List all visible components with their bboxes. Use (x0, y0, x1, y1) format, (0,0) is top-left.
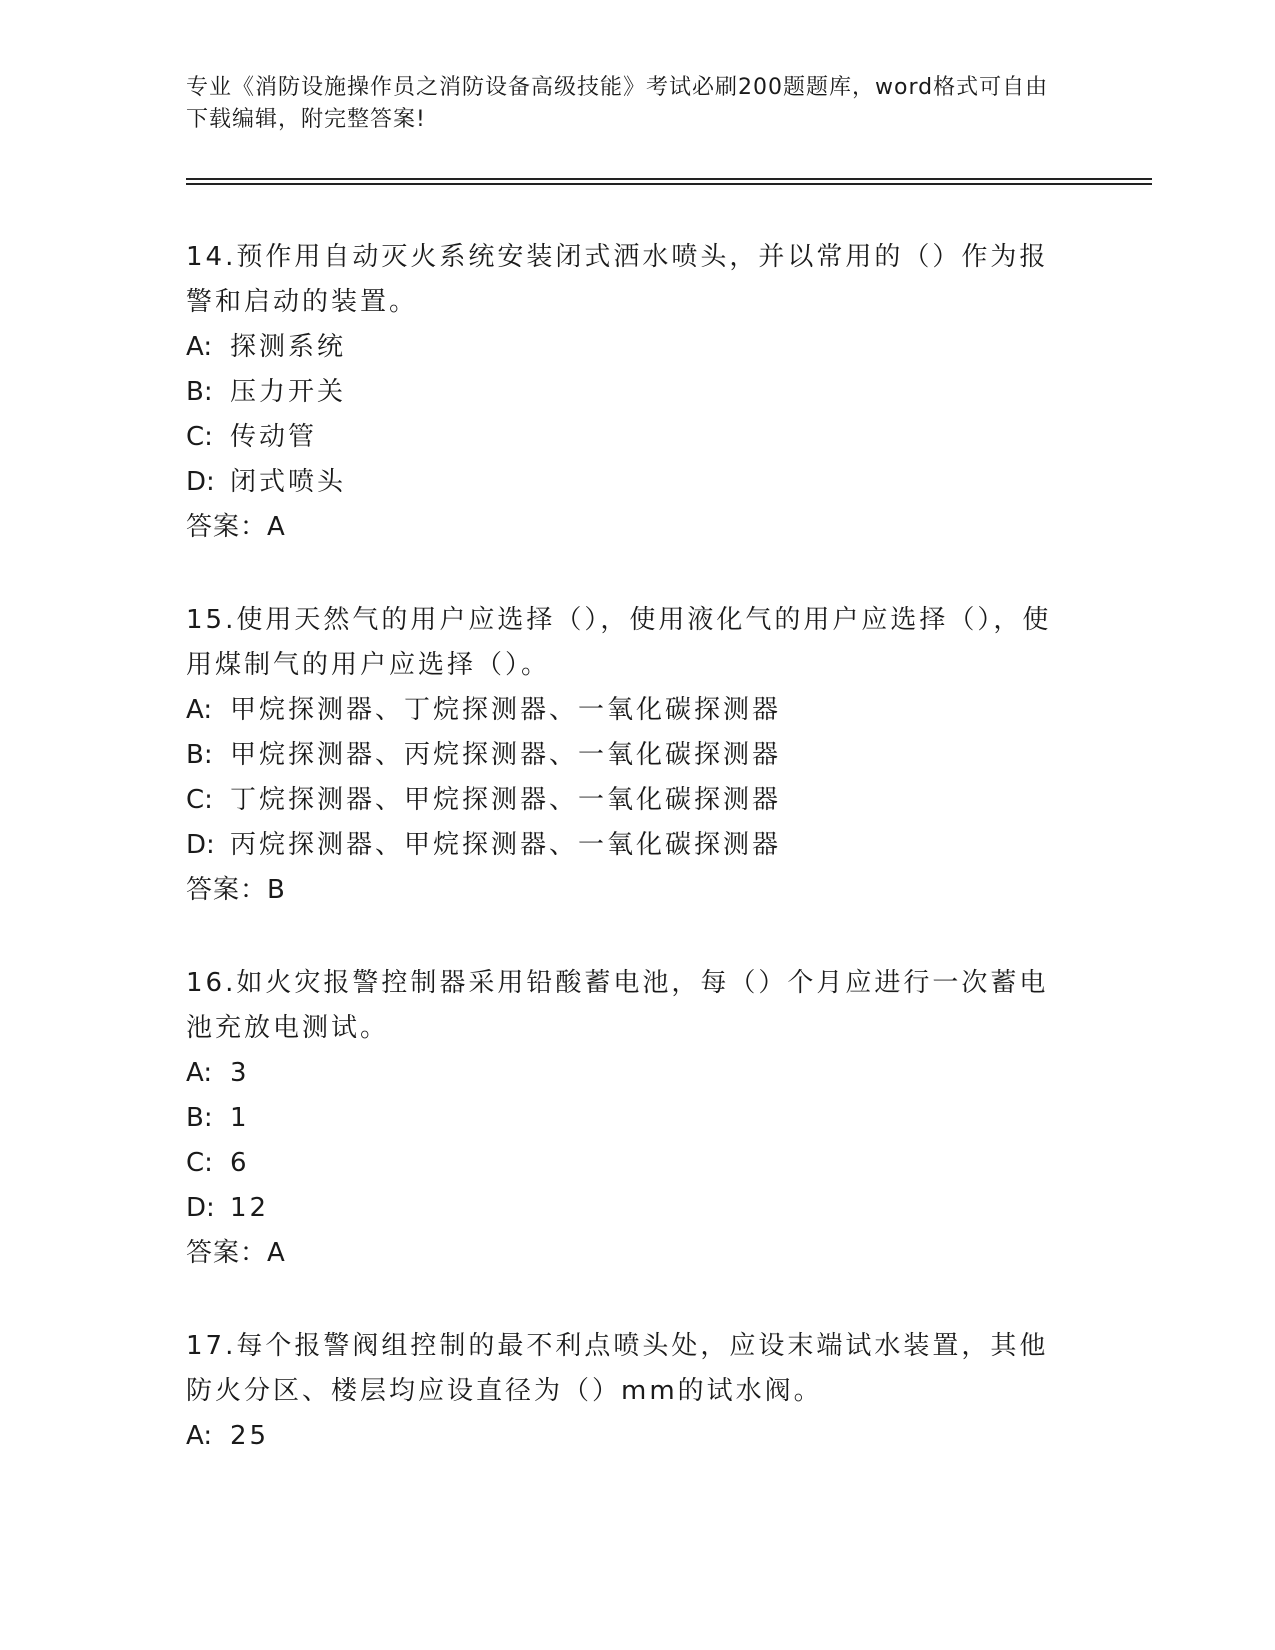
option-letter: B: (186, 377, 213, 407)
option-text: 压力开关 (230, 377, 347, 407)
option-b (186, 1096, 1076, 1141)
question-text: 14.预作用自动灭火系统安装闭式洒水喷头，并以常用的（）作为报警和启动的装置。 (186, 242, 1049, 317)
option-letter: A: (186, 1421, 213, 1451)
option-b (186, 370, 1076, 415)
option-c (186, 778, 1076, 823)
option-a (186, 1414, 1076, 1459)
option-letter: D: (186, 467, 215, 497)
option-letter: C: (186, 1148, 213, 1178)
question-text: 17.每个报警阀组控制的最不利点喷头处，应设末端试水装置，其他防火分区、楼层均应设直径为（）mm的试水阀。 (186, 1331, 1049, 1406)
option-b (186, 733, 1076, 778)
option-letter: A: (186, 695, 213, 725)
option-letter: C: (186, 785, 213, 815)
option-text: 甲烷探测器、丁烷探测器、一氧化碳探测器 (230, 695, 782, 725)
option-text: 12 (230, 1193, 270, 1223)
option-letter: D: (186, 1193, 215, 1223)
option-letter: A: (186, 1058, 213, 1088)
question-text: 15.使用天然气的用户应选择（），使用液化气的用户应选择（），使用煤制气的用户应选择（）。 (186, 605, 1052, 680)
question-text: 16.如火灾报警控制器采用铅酸蓄电池，每（）个月应进行一次蓄电池充放电测试。 (186, 968, 1049, 1043)
question-15 (186, 598, 1076, 913)
option-text: 甲烷探测器、丙烷探测器、一氧化碳探测器 (230, 740, 782, 770)
option-letter: A: (186, 332, 213, 362)
option-text: 传动管 (230, 422, 318, 452)
option-a (186, 688, 1076, 733)
header-rule-top (186, 178, 1152, 180)
option-c (186, 1141, 1076, 1186)
option-text: 6 (230, 1148, 250, 1178)
option-text: 3 (230, 1058, 250, 1088)
question-list (186, 235, 1076, 1507)
option-text: 探测系统 (230, 332, 347, 362)
question-16 (186, 961, 1076, 1276)
option-letter: B: (186, 1103, 213, 1133)
answer: 答案：B (186, 875, 286, 905)
answer: 答案：A (186, 512, 286, 542)
option-text: 丁烷探测器、甲烷探测器、一氧化碳探测器 (230, 785, 782, 815)
option-letter: B: (186, 740, 213, 770)
option-text: 1 (230, 1103, 250, 1133)
question-17 (186, 1324, 1076, 1459)
option-text: 闭式喷头 (230, 467, 347, 497)
header-rule-bottom (186, 183, 1152, 185)
option-a (186, 325, 1076, 370)
document-header: 专业《消防设施操作员之消防设备高级技能》考试必刷200题题库，word格式可自由下载编辑，附完整答案! (186, 75, 1049, 132)
option-letter: C: (186, 422, 213, 452)
option-d (186, 823, 1076, 868)
option-a (186, 1051, 1076, 1096)
question-14 (186, 235, 1076, 550)
option-letter: D: (186, 830, 215, 860)
option-c (186, 415, 1076, 460)
answer: 答案：A (186, 1238, 286, 1268)
option-text: 25 (230, 1421, 270, 1451)
option-d (186, 460, 1076, 505)
option-text: 丙烷探测器、甲烷探测器、一氧化碳探测器 (230, 830, 782, 860)
option-d (186, 1186, 1076, 1231)
